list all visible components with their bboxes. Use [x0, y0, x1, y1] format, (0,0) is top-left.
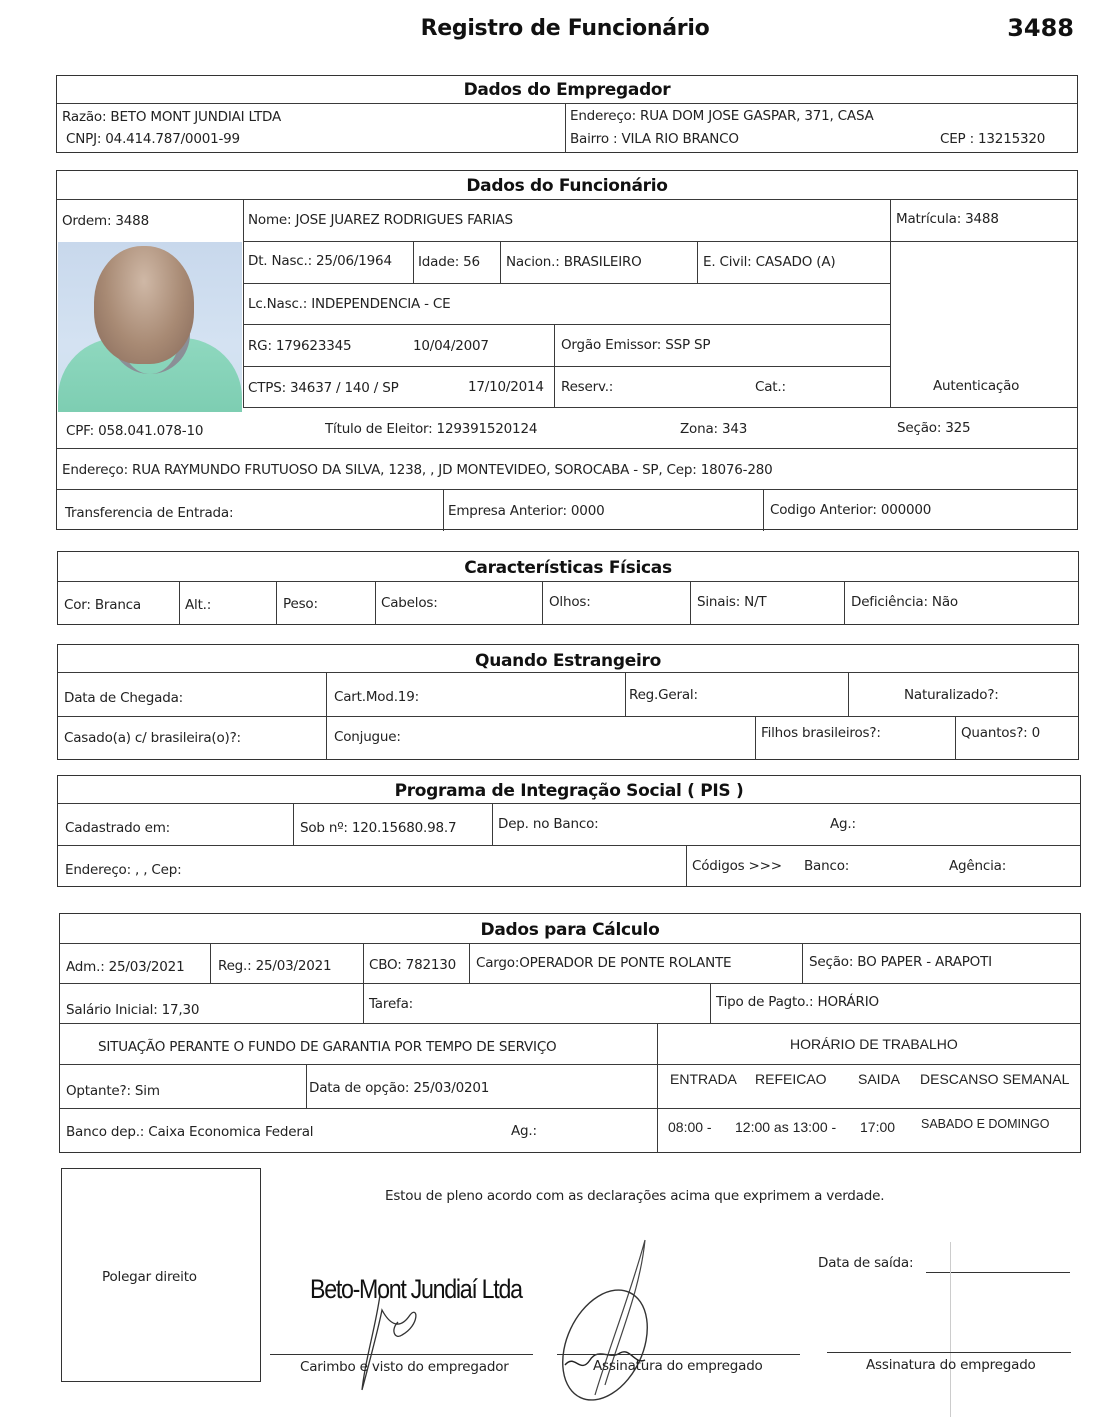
- cbo-code: CBO: 782130: [369, 957, 457, 973]
- employee-voter-id: Título de Eleitor: 129391520124: [325, 421, 538, 437]
- initial-salary: Salário Inicial: 17,30: [66, 1002, 200, 1018]
- arrival-date: Data de Chegada:: [64, 690, 184, 706]
- pis-number: Sob nº: 120.15680.98.7: [300, 820, 457, 836]
- employee-age: Idade: 56: [418, 254, 480, 270]
- schedule-refeicao: 12:00 as 13:00 -: [735, 1119, 837, 1135]
- schedule-header-entrada: ENTRADA: [670, 1071, 737, 1087]
- reg-geral: Reg.Geral:: [629, 687, 698, 703]
- guide-line: [950, 1242, 951, 1417]
- declaration-text: Estou de pleno acordo com as declarações acima que exprimem a verdade.: [385, 1188, 885, 1204]
- registration-date: Reg.: 25/03/2021: [218, 958, 332, 974]
- pis-agency: Ag.:: [830, 816, 856, 832]
- company-stamp: Beto-Mont Jundiaí Ltda: [310, 1274, 522, 1304]
- employee-reserv: Reserv.:: [561, 379, 614, 395]
- brazilian-children: Filhos brasileiros?:: [761, 725, 881, 741]
- employee-cpf: CPF: 058.041.078-10: [66, 423, 204, 439]
- fgts-optant: Optante?: Sim: [66, 1083, 160, 1099]
- employee-cat: Cat.:: [755, 379, 786, 395]
- employee-matricula: Matrícula: 3488: [896, 211, 999, 227]
- physical-hair: Cabelos:: [381, 595, 438, 611]
- employee-ctps: CTPS: 34637 / 140 / SP: [248, 380, 399, 396]
- employee-signature-line-2: [827, 1352, 1071, 1353]
- schedule-header-descanso: DESCANSO SEMANAL: [920, 1071, 1070, 1087]
- physical-color: Cor: Branca: [64, 597, 141, 613]
- cart-mod-19: Cart.Mod.19:: [334, 689, 419, 705]
- employee-photo: [58, 242, 242, 412]
- schedule-entrada: 08:00 -: [668, 1119, 712, 1135]
- previous-code: Codigo Anterior: 000000: [770, 502, 932, 518]
- pis-section-title: Programa de Integração Social ( PIS ): [394, 781, 744, 801]
- schedule-header-saida: SAIDA: [858, 1071, 901, 1087]
- physical-disability: Deficiência: Não: [851, 594, 958, 610]
- employer-signature: [340, 1290, 450, 1400]
- employee-address: Endereço: RUA RAYMUNDO FRUTUOSO DA SILVA, 1238, , JD MONTEVIDEO, SOROCABA - SP, Cep: 18076-280: [62, 462, 773, 478]
- employee-ordem: Ordem: 3488: [62, 213, 149, 229]
- employer-section-title: Dados do Empregador: [463, 80, 671, 100]
- deposit-agency: Ag.:: [511, 1123, 537, 1139]
- physical-height: Alt.:: [185, 597, 212, 613]
- calc-section-title: Dados para Cálculo: [480, 920, 660, 940]
- pis-agency-code: Agência:: [949, 858, 1007, 874]
- thumbprint-box: [61, 1168, 261, 1382]
- fgts-option-date: Data de opção: 25/03/0201: [309, 1080, 490, 1096]
- physical-marks: Sinais: N/T: [697, 594, 767, 610]
- previous-company: Empresa Anterior: 0000: [448, 503, 605, 519]
- transfer-entry: Transferencia de Entrada:: [65, 505, 234, 521]
- physical-eyes: Olhos:: [549, 594, 591, 610]
- employer-signature-line: [270, 1354, 533, 1355]
- children-count: Quantos?: 0: [961, 725, 1040, 741]
- authentication-label: Autenticação: [933, 378, 1020, 394]
- employee-section: Seção: 325: [897, 420, 971, 436]
- pis-codes: Códigos >>>: [692, 858, 782, 874]
- married-to-brazilian: Casado(a) c/ brasileira(o)?:: [64, 730, 241, 746]
- payment-type: Tipo de Pagto.: HORÁRIO: [716, 994, 879, 1010]
- employer-cnpj: CNPJ: 04.414.787/0001-99: [66, 131, 240, 147]
- spouse: Conjugue:: [334, 729, 401, 745]
- registration-number: 3488: [1007, 14, 1074, 42]
- employer-address: Endereço: RUA DOM JOSE GASPAR, 371, CASA: [570, 108, 874, 124]
- deposit-bank: Banco dep.: Caixa Economica Federal: [66, 1124, 314, 1140]
- employee-issuing-agency: Orgão Emissor: SSP SP: [561, 337, 711, 353]
- fgts-heading: SITUAÇÃO PERANTE O FUNDO DE GARANTIA POR TEMPO DE SERVIÇO: [98, 1039, 557, 1055]
- employer-bairro: Bairro : VILA RIO BRANCO: [570, 131, 739, 147]
- pis-bank-code: Banco:: [804, 858, 850, 874]
- employer-razao: Razão: BETO MONT JUNDIAI LTDA: [62, 109, 282, 125]
- physical-weight: Peso:: [283, 596, 318, 612]
- employer-section: [56, 75, 1078, 153]
- naturalized: Naturalizado?:: [904, 687, 999, 703]
- work-schedule-heading: HORÁRIO DE TRABALHO: [790, 1036, 958, 1052]
- employee-name: Nome: JOSE JUAREZ RODRIGUES FARIAS: [248, 212, 513, 228]
- thumbprint-label: Polegar direito: [102, 1269, 197, 1285]
- employee-birth-date: Dt. Nasc.: 25/06/1964: [248, 253, 392, 269]
- employee-signature-label-1: Assinatura do empregado: [593, 1358, 763, 1374]
- employee-ctps-date: 17/10/2014: [468, 379, 544, 395]
- physical-section-title: Características Físicas: [464, 558, 672, 578]
- employee-rg-date: 10/04/2007: [413, 338, 489, 354]
- employee-section-title: Dados do Funcionário: [466, 176, 668, 196]
- calc-section: [59, 913, 1081, 1153]
- pis-registered-on: Cadastrado em:: [65, 820, 171, 836]
- pis-address: Endereço: , , Cep:: [65, 862, 182, 878]
- schedule-header-refeicao: REFEICAO: [755, 1071, 827, 1087]
- employer-cep: CEP : 13215320: [940, 131, 1046, 147]
- employee-signature: [550, 1235, 680, 1405]
- job-title: Cargo:OPERADOR DE PONTE ROLANTE: [476, 955, 732, 971]
- employer-signature-label: Carimbo e visto do empregador: [300, 1359, 509, 1375]
- employee-signature-line-1: [557, 1354, 800, 1355]
- employee-rg: RG: 179623345: [248, 338, 352, 354]
- exit-date-line: [926, 1272, 1070, 1273]
- employee-signature-label-2: Assinatura do empregado: [866, 1357, 1036, 1373]
- physical-section: [57, 551, 1079, 625]
- foreigner-section: [57, 644, 1079, 760]
- employee-civil-status: E. Civil: CASADO (A): [703, 254, 836, 270]
- foreigner-section-title: Quando Estrangeiro: [475, 651, 661, 671]
- page-title: Registro de Funcionário: [420, 16, 710, 41]
- admission-date: Adm.: 25/03/2021: [66, 959, 185, 975]
- task: Tarefa:: [369, 996, 414, 1012]
- schedule-descanso: SABADO E DOMINGO: [921, 1117, 1050, 1131]
- work-section: Seção: BO PAPER - ARAPOTI: [809, 954, 992, 970]
- employee-nationality: Nacion.: BRASILEIRO: [506, 254, 642, 270]
- pis-section: [57, 775, 1081, 887]
- schedule-saida: 17:00: [860, 1119, 896, 1135]
- employee-zone: Zona: 343: [680, 421, 748, 437]
- exit-date-label: Data de saída:: [818, 1255, 914, 1271]
- employee-birthplace: Lc.Nasc.: INDEPENDENCIA - CE: [248, 296, 451, 312]
- pis-bank-deposit: Dep. no Banco:: [498, 816, 599, 832]
